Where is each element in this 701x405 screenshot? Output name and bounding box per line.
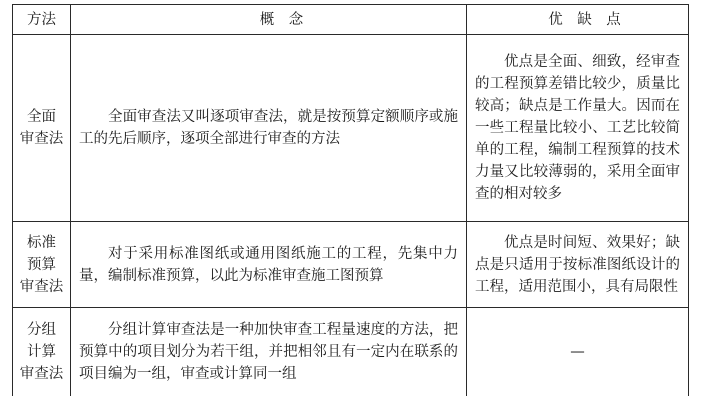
method-cell [13, 35, 71, 222]
table-row-group-calculation [13, 308, 689, 397]
method-label-line: 审查法 [19, 278, 64, 295]
method-cell [13, 308, 71, 397]
pros-cons-cell: — [467, 308, 689, 397]
method-label-line: 预算 [27, 256, 56, 273]
pros-cons-cell: 优点是全面、细致，经审查的工程预算差错比较少，质量比较高；缺点是工作量大。因而在一些工程量比较小、工艺比较简单的工程，编制工程预算的技术力量又比较薄弱的，采用全面审查的相对较多 [467, 35, 689, 222]
method-label-line: 审查法 [19, 366, 64, 382]
table-row-standard-budget [13, 222, 689, 308]
table-row-full-review [13, 35, 689, 222]
table-header-row [13, 5, 689, 35]
method-label-line: 计算 [27, 344, 56, 360]
concept-cell: 全面审查法又叫逐项审查法，就是按预算定额顺序或施工的先后顺序，逐项全部进行审查的方法 [71, 35, 467, 222]
method-label-line: 标准 [27, 234, 56, 251]
pros-cons-cell: 优点是时间短、效果好；缺点是只适用于按标准图纸设计的工程，适用范围小，具有局限性 [467, 222, 689, 308]
header-pros-cons: 优 缺 点 [467, 5, 689, 35]
audit-methods-table [12, 4, 689, 396]
method-label-line: 分组 [27, 322, 56, 338]
header-concept: 概 念 [71, 5, 467, 35]
header-method: 方法 [13, 5, 71, 35]
method-cell [13, 222, 71, 308]
method-label-line: 全面 [27, 109, 56, 125]
method-label-line: 审查法 [19, 131, 64, 147]
concept-cell: 分组计算审查法是一种加快审查工程量速度的方法，把预算中的项目划分为若干组，并把相邻且有一定内在联系的项目编为一组，审查或计算同一组 [71, 308, 467, 397]
concept-cell: 对于采用标准图纸或通用图纸施工的工程，先集中力量，编制标准预算，以此为标准审查施工图预算 [71, 222, 467, 308]
